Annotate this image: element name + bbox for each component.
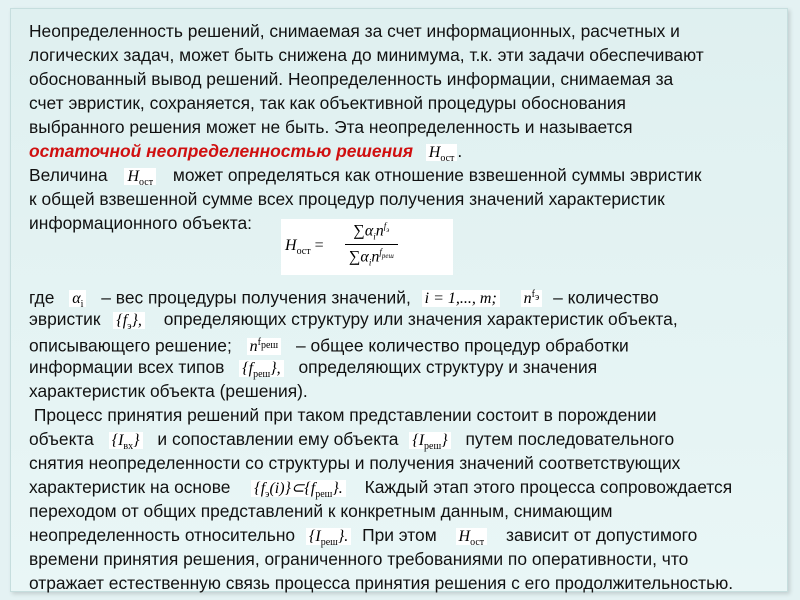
text-line-13: информации всех типов $\{f_{реш}\}$, определяющих структуру и значения xyxy=(29,357,598,381)
formula-i-vx: $\{I_{вх}\}$ xyxy=(109,432,143,449)
slide xyxy=(10,8,788,592)
formula-h-ost: $H_{ост}$ xyxy=(124,168,156,185)
text-line-19: переходом от общих представлений к конкретным данным, снимающим xyxy=(29,501,613,521)
text-line-10: где $\alpha_i$ – вес процедуры получения значений, i = 1,..., m; $n^{f_э}$ – количество xyxy=(29,287,659,311)
text-line-17: снятия неопределенности со структуры и получения значений соответствующих xyxy=(29,453,681,473)
text-line-21: времени принятия решения, ограниченного требованиями по оперативности, что xyxy=(29,549,689,569)
formula-n-fresh: $n^{f_{реш}}$ xyxy=(247,338,281,355)
formula-index-range: i = 1,..., m; xyxy=(422,290,500,307)
highlighted-term: остаточной неопределенностью решения xyxy=(29,141,413,161)
text-line-4: счет эвристик, сохраняется, так как объективной процедуры обоснования xyxy=(29,93,626,113)
text-line-11: эвристик $\{f_э\}$, определяющих структуру или значения характеристик объекта, xyxy=(29,309,678,333)
text-line-1: Неопределенность решений, снимаемая за счет информационных, расчетных и xyxy=(29,21,680,41)
formula-inclusion: $\{f_э(i)\}\subset\{f_{реш}\}$. xyxy=(251,480,345,497)
formula-h-ost: $H_{ост}$ xyxy=(426,144,458,161)
text-line-8: к общей взвешенной сумме всех процедур получения значений характеристик xyxy=(29,189,665,209)
text-line-5: выбранного решения может не быть. Эта неопределенность и называется xyxy=(29,117,633,137)
formula-n-fe: $n^{f_э}$ xyxy=(521,290,543,307)
formula-i-resh: $\{I_{реш}\}$. xyxy=(306,528,351,545)
formula-fresh-set: $\{f_{реш}\}$, xyxy=(239,360,283,377)
text-line-6: остаточной неопределенностью решения $H_{ост}$ . xyxy=(29,141,463,165)
formula-alpha: $\alpha_i$ xyxy=(69,290,86,307)
formula-h-ost: $H_{ост}$ xyxy=(456,528,488,545)
text-line-3: обоснованный вывод решений. Неопределенность информации, снимаемая за xyxy=(29,69,674,89)
text-line-2: логических задач, может быть снижена до минимума, т.к. эти задачи обеспечивают xyxy=(29,45,704,65)
text-line-22: отражает естественную связь процесса принятия решения с его продолжительностью. xyxy=(29,573,734,593)
text-line-20: неопределенность относительно $\{I_{реш}\}$. При этом $H_{ост}$ зависит от допустимого xyxy=(29,525,698,549)
text-line-16: объекта $\{I_{вх}\}$ и сопоставлении ему объекта $\{I_{реш}\}$ путем последовательного xyxy=(29,429,675,453)
formula-i-resh: $\{I_{реш}\}$ xyxy=(409,432,450,449)
text-line-18: характеристик на основе $\{f_э(i)\}\subset\{f_{реш}\}$. Каждый этап этого процесса сопровождается xyxy=(29,477,733,501)
text-line-12: описывающего решение; $n^{f_{реш}}$ – общее количество процедур обработки xyxy=(29,335,629,356)
text-line-9: информационного объекта: xyxy=(29,213,252,233)
text-line-7: Величина $H_{ост}$ может определяться как отношение взвешенной суммы эвристик xyxy=(29,165,702,189)
main-formula: $H_{ост}$ = $\sum\alpha_in^{f_э}$ $\sum\alpha_in^{f_{реш}}$ xyxy=(281,219,453,275)
text-line-14: характеристик объекта (решения). xyxy=(29,381,308,401)
formula-fe-set: $\{f_э\}$, xyxy=(113,312,145,329)
text-line-15: Процесс принятия решений при таком представлении состоит в порождении xyxy=(29,405,657,425)
